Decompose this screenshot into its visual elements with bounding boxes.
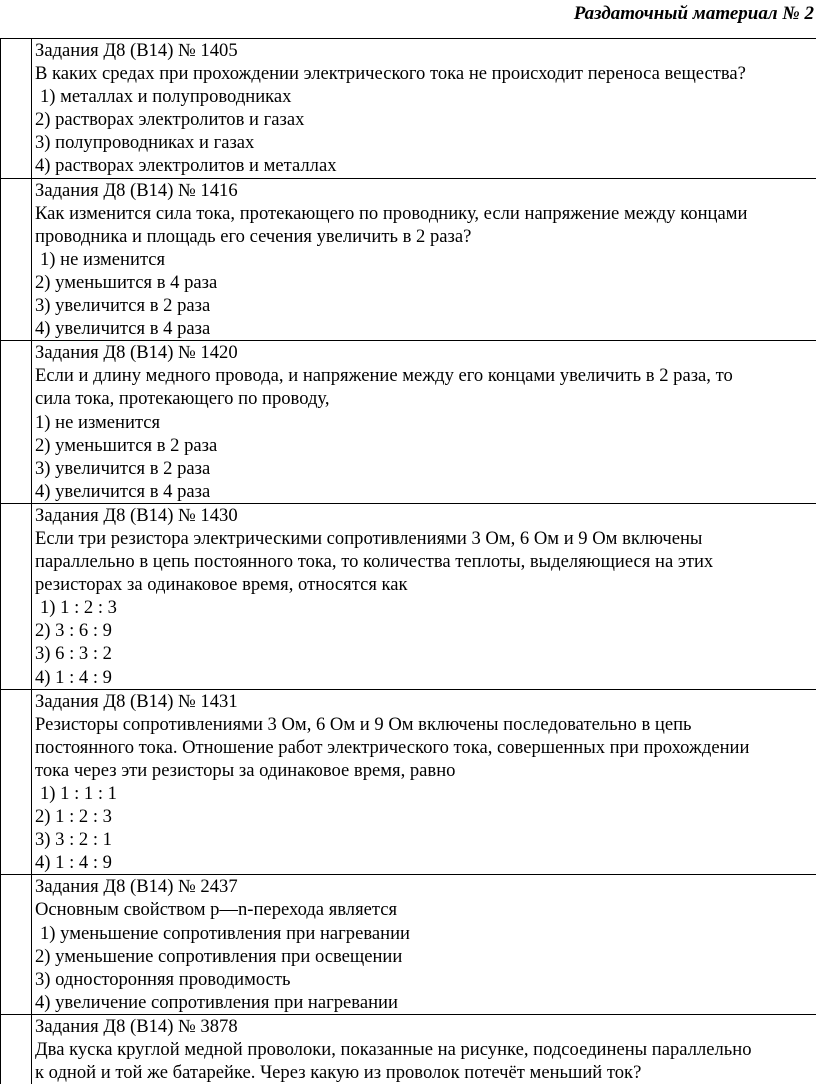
task-title: Задания Д8 (В14) № 2437 [35,876,238,898]
task-content [32,1015,816,1084]
task-question: параллельно в цепь постоянного тока, то количества теплоты, выделяющиеся на этих [35,551,714,573]
answer-option: 3) односторонняя проводимость [35,968,291,990]
answer-option: 2) уменьшится в 2 раза [35,434,218,456]
number-cell [0,1015,32,1084]
task-title: Задания Д8 (В14) № 1420 [35,342,238,364]
task-question: Основным свойством р—n-перехода является [35,899,398,921]
answer-option: 3) 6 : 3 : 2 [35,643,112,665]
answer-option: 1) не изменится [40,248,166,270]
task-row [0,341,816,504]
answer-option: 3) увеличится в 2 раза [35,457,211,479]
task-question: проводника и площадь его сечения увеличить в 2 раза? [35,225,472,247]
task-row [0,39,816,179]
answer-option: 3) увеличится в 2 раза [35,295,211,317]
task-question: Если и длину медного провода, и напряжение между его концами увеличить в 2 раза, то [35,365,733,387]
answer-option: 4) растворах электролитов и металлах [35,155,337,177]
answer-option: 4) увеличится в 4 раза [35,318,211,340]
task-title: Задания Д8 (В14) № 1430 [35,504,238,526]
handout-title: Раздаточный материал № 2 [573,3,814,24]
task-question: постоянного тока. Отношение работ электрического тока, совершенных при прохождении [35,736,750,758]
answer-option: 2) 3 : 6 : 9 [35,620,112,642]
task-row [0,690,816,876]
task-question: Два куска круглой медной проволоки, показанные на рисунке, подсоединены параллельно [35,1039,752,1061]
task-question: Резисторы сопротивлениями 3 Ом, 6 Ом и 9 Ом включены последовательно в цепь [35,713,692,735]
task-row [0,875,816,1015]
number-cell [0,504,32,689]
answer-option: 1) 1 : 2 : 3 [40,597,117,619]
answer-option: 3) 3 : 2 : 1 [35,829,112,851]
task-title: Задания Д8 (В14) № 3878 [35,1015,238,1037]
task-row [0,179,816,342]
task-title: Задания Д8 (В14) № 1416 [35,179,238,201]
number-cell [0,690,32,875]
answer-option: 4) 1 : 4 : 9 [35,852,112,874]
answer-option: 4) увеличение сопротивления при нагревании [35,991,398,1013]
answer-option: 4) увеличится в 4 раза [35,480,211,502]
number-cell [0,875,32,1014]
answer-option: 2) уменьшение сопротивления при освещении [35,945,403,967]
task-question: Как изменится сила тока, протекающего по проводнику, если напряжение между концами [35,202,748,224]
task-row [0,504,816,690]
task-content [32,179,816,341]
task-question: к одной и той же батарейке. Через какую из проволок потечёт меньший ток? [35,1062,642,1084]
task-content [32,504,816,689]
number-cell [0,179,32,341]
task-question: сила тока, протекающего по проводу, [35,388,330,410]
task-content [32,690,816,875]
answer-option: 2) 1 : 2 : 3 [35,806,112,828]
answer-option: 3) полупроводниках и газах [35,132,255,154]
answer-option: 1) металлах и полупроводниках [40,86,292,108]
task-question: Если три резистора электрическими сопротивлениями 3 Ом, 6 Ом и 9 Ом включены [35,527,703,549]
number-cell [0,39,32,178]
task-question: тока через эти резисторы за одинаковое время, равно [35,759,456,781]
answer-option: 4) 1 : 4 : 9 [35,666,112,688]
answer-option: 2) растворах электролитов и газах [35,109,305,131]
task-title: Задания Д8 (В14) № 1431 [35,690,238,712]
answer-option: 1) 1 : 1 : 1 [40,783,117,804]
task-content [32,875,816,1014]
answer-option: 2) уменьшится в 4 раза [35,271,218,293]
answer-option: 1) не изменится [35,411,161,433]
task-content [32,341,816,503]
task-question: В каких средах при прохождении электрического тока не происходит переноса вещества? [35,63,746,85]
task-question: резисторах за одинаковое время, относятся как [35,574,408,596]
task-content [32,39,816,178]
tasks-table [0,38,816,1084]
number-cell [0,341,32,503]
answer-option: 1) уменьшение сопротивления при нагревании [40,922,410,944]
task-title: Задания Д8 (В14) № 1405 [35,40,238,61]
task-row [0,1015,816,1084]
